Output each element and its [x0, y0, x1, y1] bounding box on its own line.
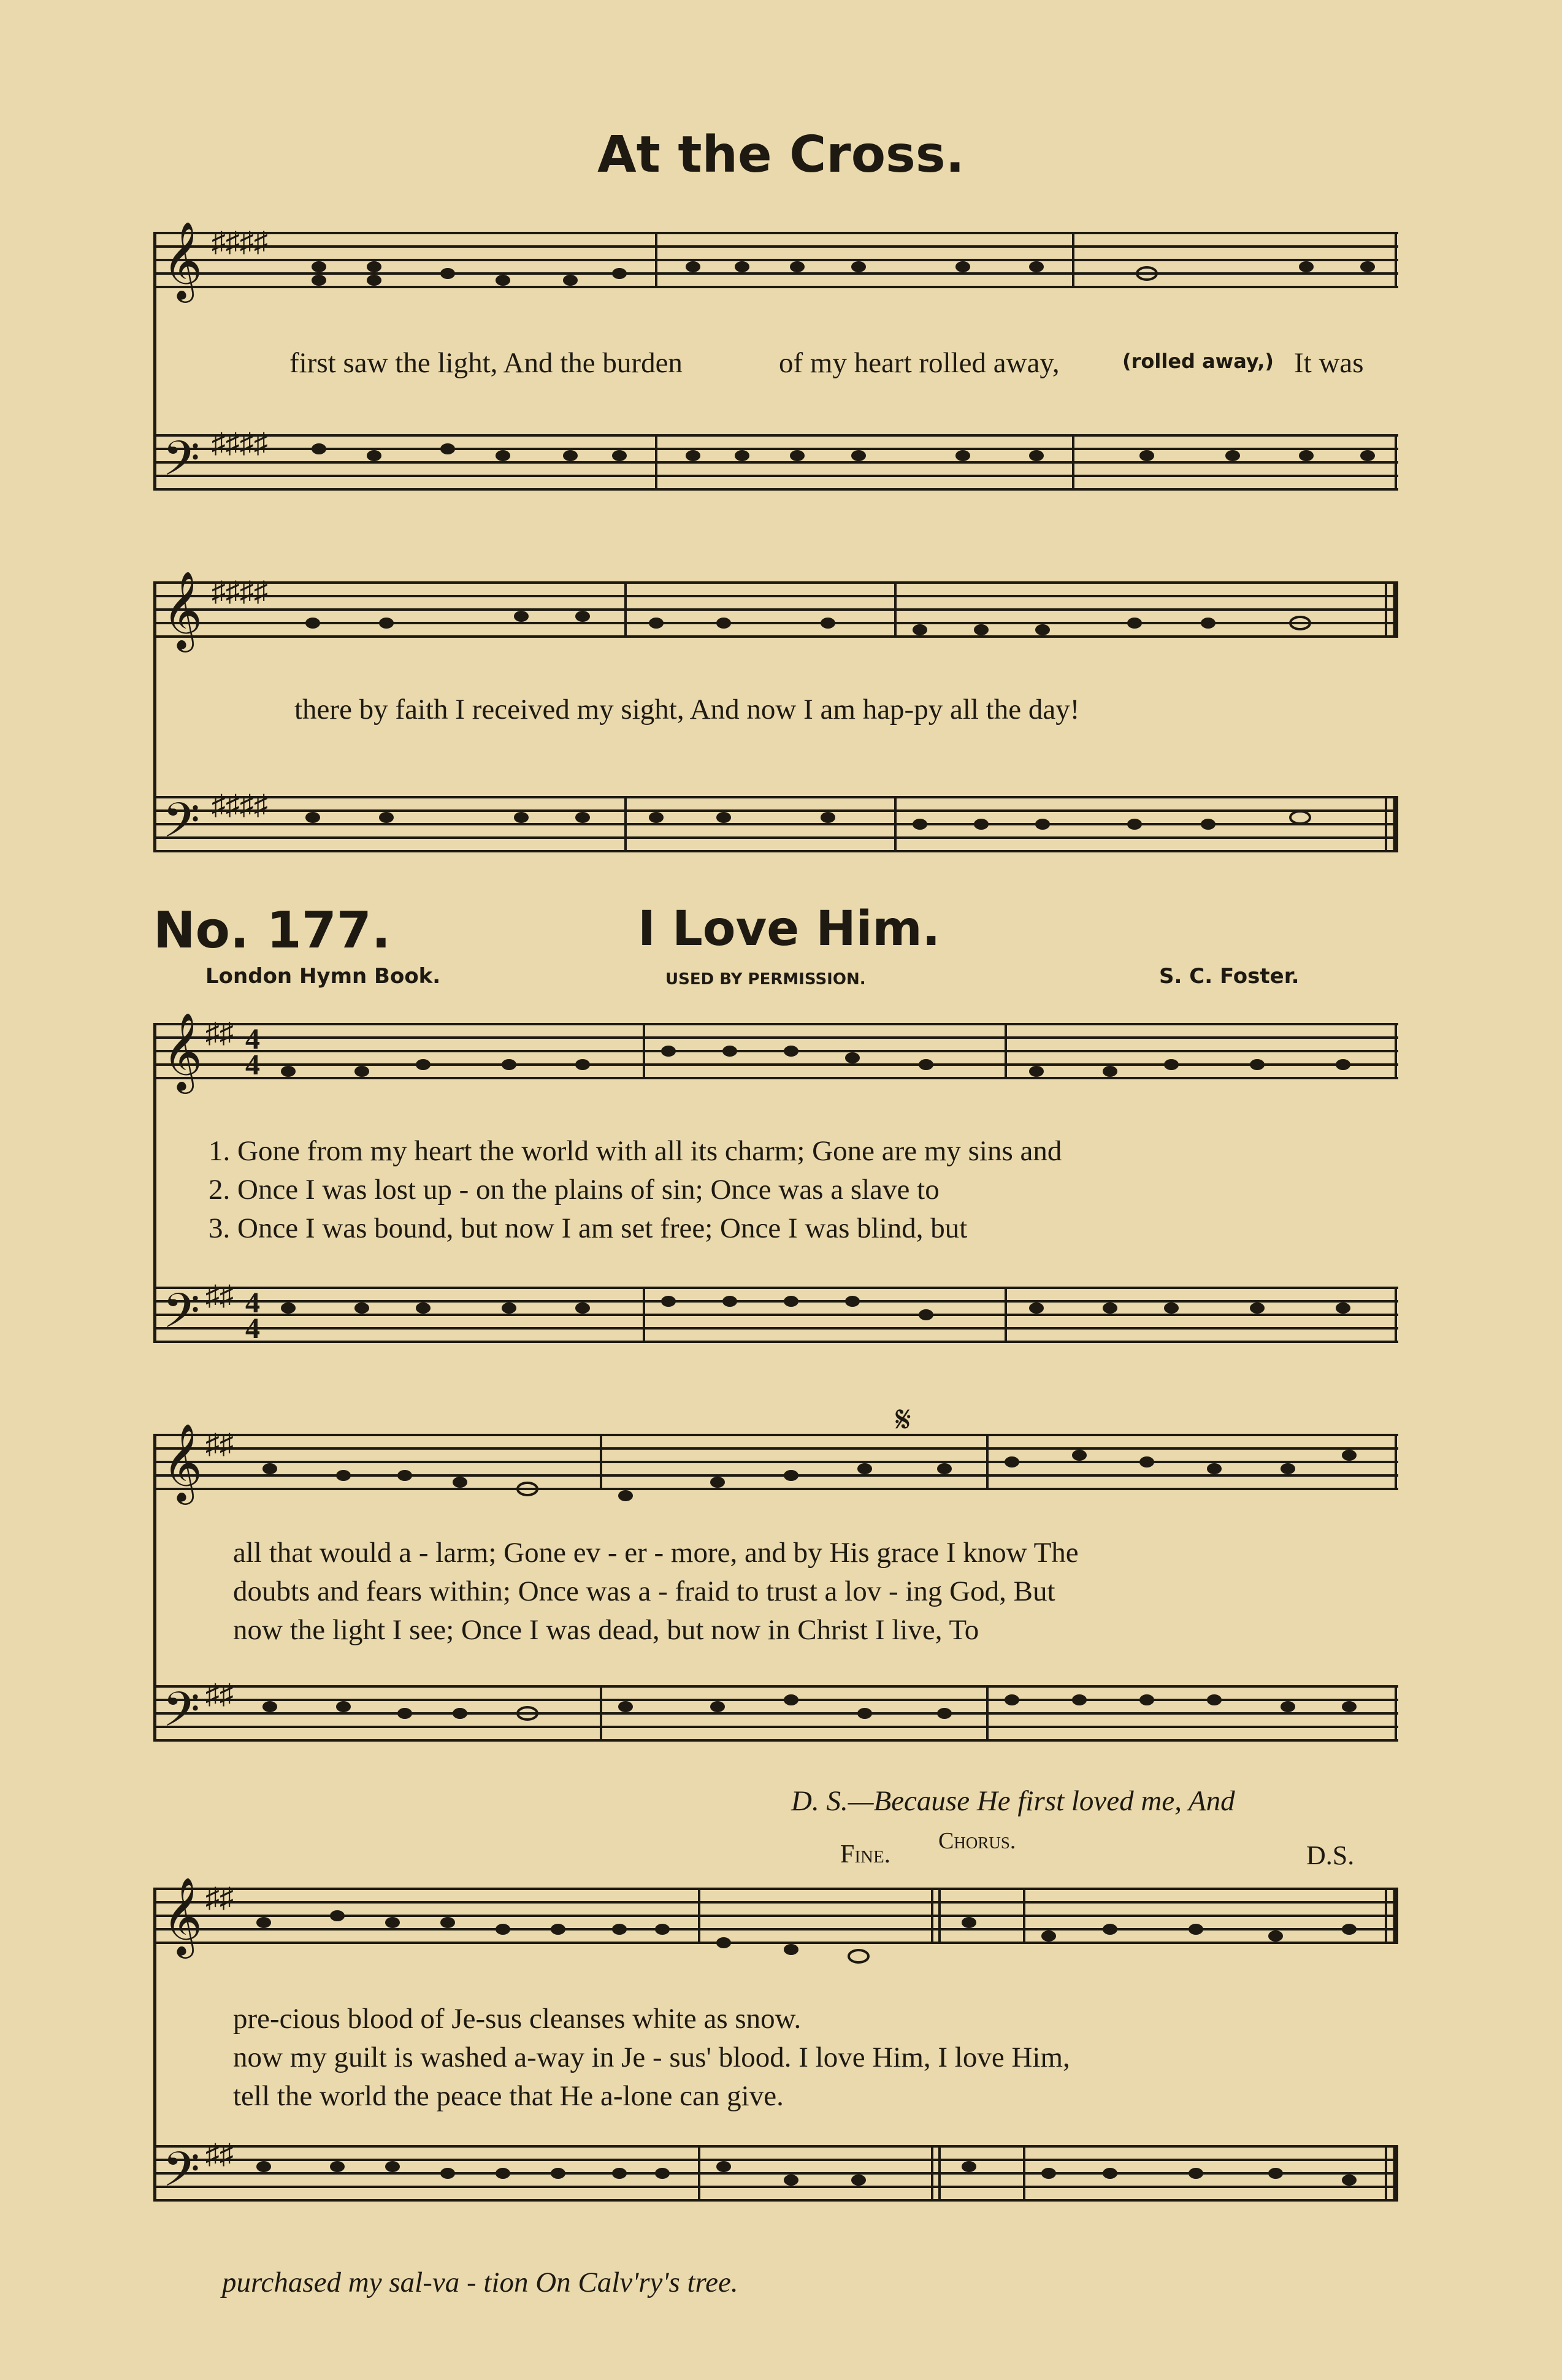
svg-text:𝄞: 𝄞	[163, 223, 203, 298]
verse2-line3: now my guilt is washed a-way in Je - sus' blood. I love Him, I love Him,	[233, 2041, 1070, 2073]
grand-staff-4	[153, 1386, 1398, 1754]
svg-text:4: 4	[245, 1023, 260, 1055]
verse2-line1: 2. Once I was lost up - on the plains of sin; Once was a slave to	[209, 1174, 940, 1206]
ds-marker: D.S.	[1306, 1840, 1355, 1870]
music-system-4	[153, 1386, 1398, 1817]
verse1-line1: 1. Gone from my heart the world with all its charm; Gone are my sins and	[209, 1135, 1062, 1167]
verse2-line2: doubts and fears within; Once was a - fraid to trust a lov - ing God, But	[233, 1575, 1055, 1607]
svg-text:4: 4	[245, 1312, 260, 1345]
song1-lyric-line2: there by faith I received my sight, And now I am hap-py all the day!	[294, 694, 1080, 725]
hymn-number: No. 177.	[153, 901, 391, 960]
svg-text:♯♯: ♯♯	[205, 1882, 234, 1913]
svg-text:𝄢: 𝄢	[163, 1285, 201, 1350]
fine-marker: Fine.	[840, 1840, 891, 1869]
svg-text:𝄢: 𝄢	[163, 2143, 201, 2208]
music-system-5	[153, 1828, 1398, 2269]
song1-lyric-line1-a: first saw the light, And the burden	[289, 347, 683, 379]
svg-text:♯♯: ♯♯	[205, 1280, 234, 1311]
verse1-line3: pre-cious blood of Je-sus cleanses white as snow.	[233, 2003, 802, 2035]
svg-text:4: 4	[245, 1049, 260, 1081]
closing-text: purchased my sal-va - tion On Calv'ry's tree.	[222, 2267, 738, 2298]
song1-lyric-line1-b: of my heart rolled away,	[779, 347, 1060, 379]
verse3-line1: 3. Once I was bound, but now I am set free; Once I was blind, but	[209, 1212, 968, 1244]
svg-text:♯♯♯♯: ♯♯♯♯	[212, 789, 268, 821]
chorus-marker: Chorus.	[938, 1828, 1016, 1854]
svg-text:♯♯: ♯♯	[205, 1017, 234, 1049]
svg-text:𝄞: 𝄞	[163, 1425, 203, 1500]
verse1-line2: all that would a - larm; Gone ev - er - more, and by His grace I know The	[233, 1537, 1079, 1569]
svg-text:𝄢: 𝄢	[163, 794, 201, 859]
verse3-line2: now the light I see; Once I was dead, but now in Christ I live, To	[233, 1614, 979, 1646]
svg-text:♯♯♯♯: ♯♯♯♯	[212, 576, 268, 607]
music-system-2	[153, 540, 1398, 883]
svg-text:♯♯♯♯: ♯♯♯♯	[212, 427, 268, 459]
svg-text:♯♯: ♯♯	[205, 2138, 234, 2170]
music-system-1	[153, 202, 1398, 521]
ds-note: D. S.—Because He first loved me, And	[791, 1785, 1235, 1817]
svg-text:4: 4	[245, 1287, 260, 1319]
svg-text:𝄞: 𝄞	[163, 573, 203, 648]
permission-note: USED BY PERMISSION.	[665, 970, 866, 989]
song-title-i-love-him: I Love Him.	[638, 901, 941, 957]
svg-text:𝄋: 𝄋	[895, 1399, 911, 1440]
song1-lyric-line1-c: (rolled away,)	[1122, 350, 1274, 373]
svg-text:𝄢: 𝄢	[163, 1683, 201, 1748]
svg-text:♯♯♯♯: ♯♯♯♯	[212, 226, 268, 258]
source-credit: London Hymn Book.	[205, 964, 441, 989]
svg-text:♯♯: ♯♯	[205, 1678, 234, 1710]
song-title-at-the-cross: At the Cross.	[597, 126, 965, 184]
verse3-line3: tell the world the peace that He a-lone can give.	[233, 2080, 784, 2112]
svg-text:𝄞: 𝄞	[163, 1014, 203, 1089]
svg-text:♯♯: ♯♯	[205, 1428, 234, 1460]
song1-lyric-line1-d: It was	[1294, 347, 1364, 379]
svg-text:𝄞: 𝄞	[163, 1879, 203, 1954]
music-system-3	[153, 1006, 1398, 1368]
composer-credit: S. C. Foster.	[1159, 964, 1300, 989]
svg-text:𝄢: 𝄢	[163, 432, 201, 497]
